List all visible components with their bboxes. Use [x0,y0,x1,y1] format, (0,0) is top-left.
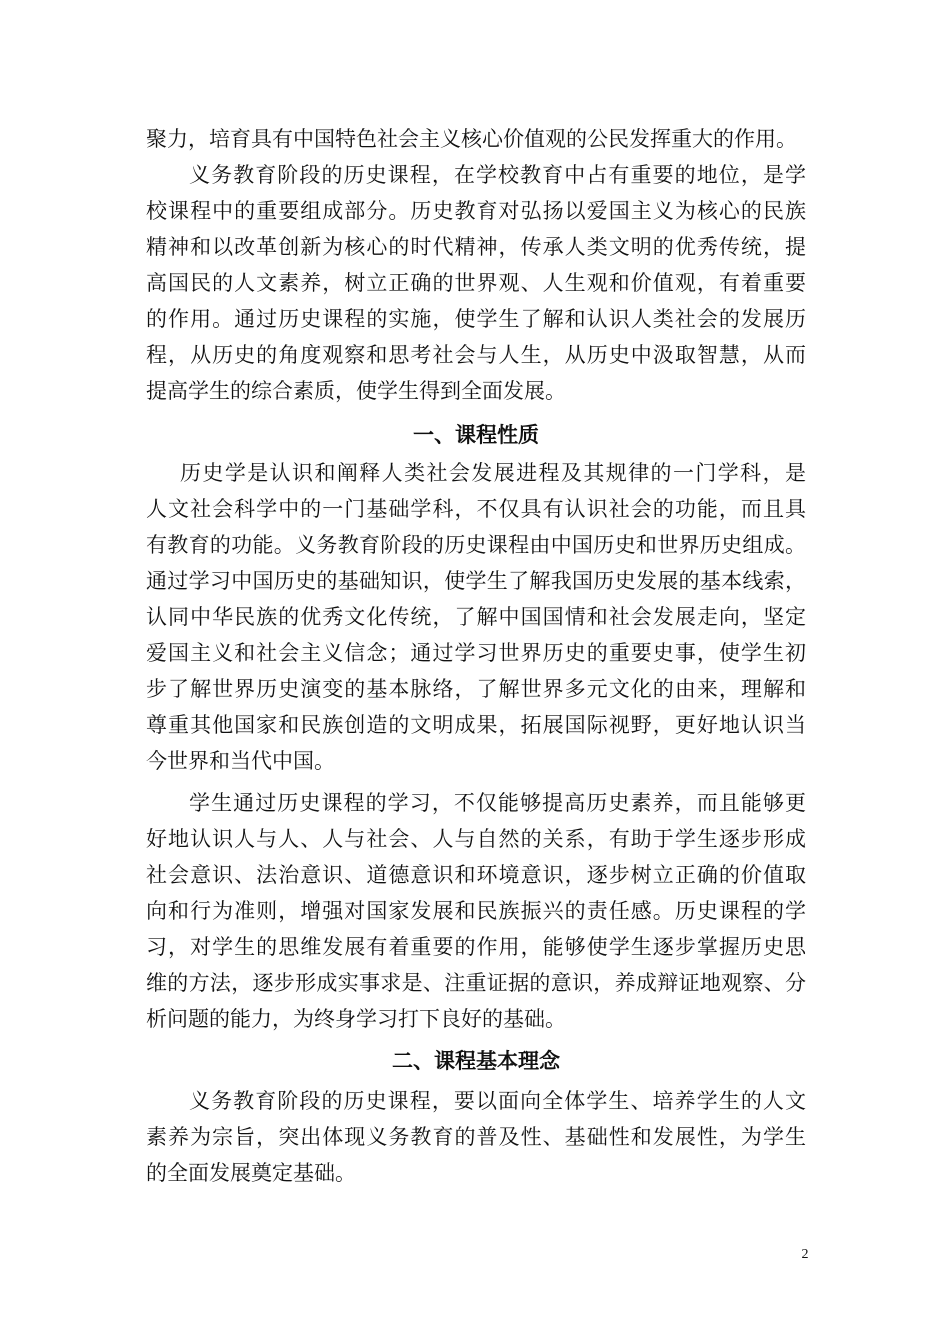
paragraph-line: 好地认识人与人、人与社会、人与自然的关系，有助于学生逐步形成 [146,827,806,851]
paragraph-line: 程，从历史的角度观察和思考社会与人生，从历史中汲取智慧，从而 [146,343,806,367]
paragraph-line: 提高学生的综合素质，使学生得到全面发展。 [146,379,566,403]
page-number: 2 [801,1247,809,1262]
paragraph-line: 义务教育阶段的历史课程，要以面向全体学生、培养学生的人文 [189,1089,806,1113]
paragraph-line: 习，对学生的思维发展有着重要的作用，能够使学生逐步掌握历史思 [146,935,806,959]
paragraph-line: 爱国主义和社会主义信念；通过学习世界历史的重要史事，使学生初 [146,641,806,665]
paragraph-line: 向和行为准则，增强对国家发展和民族振兴的责任感。历史课程的学 [146,899,806,923]
paragraph-line: 通过学习中国历史的基础知识，使学生了解我国历史发展的基本线索， [146,569,806,593]
paragraph-line: 尊重其他国家和民族创造的文明成果，拓展国际视野，更好地认识当 [146,713,806,737]
paragraph-line: 人文社会科学中的一门基础学科，不仅具有认识社会的功能，而且具 [146,497,806,521]
paragraph-line: 历史学是认识和阐释人类社会发展进程及其规律的一门学科，是 [180,461,806,485]
paragraph-line: 义务教育阶段的历史课程，在学校教育中占有重要的地位，是学 [189,163,806,187]
paragraph-line: 高国民的人文素养，树立正确的世界观、人生观和价值观，有着重要 [146,271,806,295]
paragraph-line: 的作用。通过历史课程的实施，使学生了解和认识人类社会的发展历 [146,307,806,331]
paragraph-line: 认同中华民族的优秀文化传统，了解中国国情和社会发展走向，坚定 [146,605,806,629]
paragraph-line: 素养为宗旨，突出体现义务教育的普及性、基础性和发展性，为学生 [146,1125,806,1149]
paragraph-line: 精神和以改革创新为核心的时代精神，传承人类文明的优秀传统，提 [146,235,806,259]
paragraph-line: 步了解世界历史演变的基本脉络，了解世界多元文化的由来，理解和 [146,677,806,701]
paragraph-line: 析问题的能力，为终身学习打下良好的基础。 [146,1007,566,1031]
paragraph-line: 校课程中的重要组成部分。历史教育对弘扬以爱国主义为核心的民族 [146,199,806,223]
paragraph-line: 维的方法，逐步形成实事求是、注重证据的意识，养成辩证地观察、分 [146,971,806,995]
paragraph-line: 社会意识、法治意识、道德意识和环境意识，逐步树立正确的价值取 [146,863,806,887]
paragraph-line: 聚力，培育具有中国特色社会主义核心价值观的公民发挥重大的作用。 [146,127,797,151]
paragraph-line: 今世界和当代中国。 [146,749,335,773]
paragraph-line: 的全面发展奠定基础。 [146,1161,356,1185]
paragraph-line: 有教育的功能。义务教育阶段的历史课程由中国历史和世界历史组成。 [146,533,806,557]
paragraph-line: 学生通过历史课程的学习，不仅能够提高历史素养，而且能够更 [189,791,806,815]
section-heading-course-nature: 一、课程性质 [413,422,539,447]
section-heading-basic-concepts: 二、课程基本理念 [392,1048,560,1073]
